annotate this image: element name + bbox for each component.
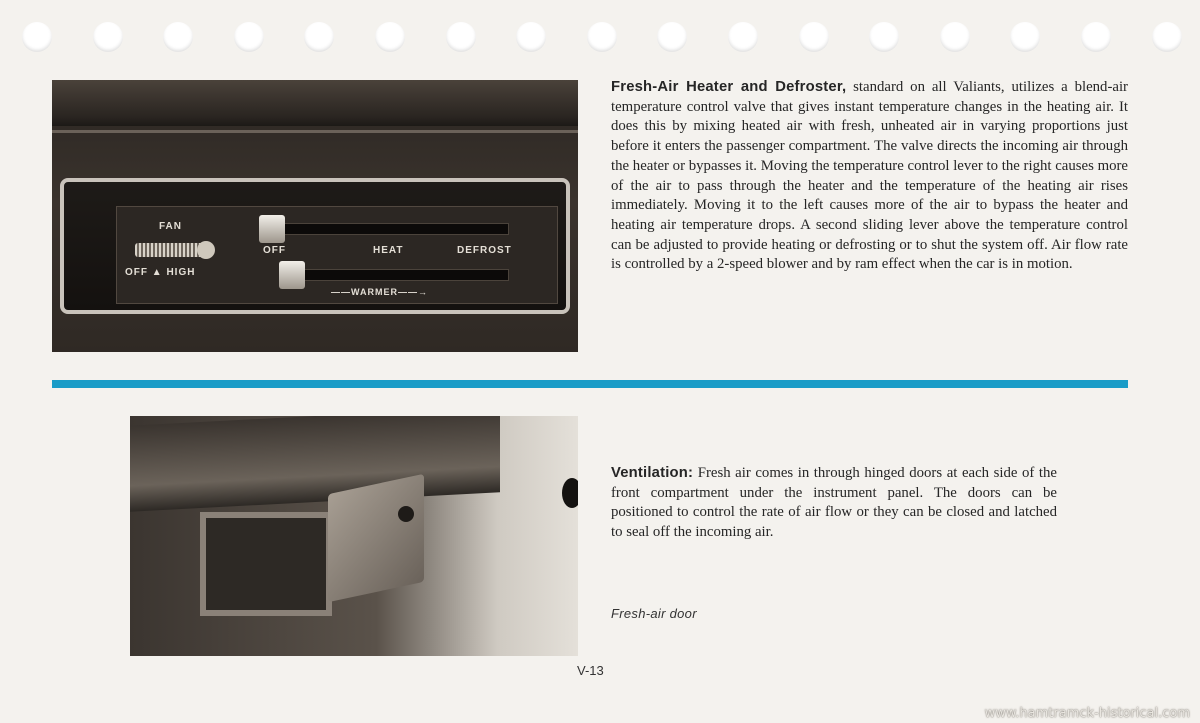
- punch-hole: [799, 22, 829, 52]
- punch-holes: [0, 22, 1200, 56]
- trim-line: [52, 130, 578, 133]
- punch-hole: [516, 22, 546, 52]
- punch-hole: [1152, 22, 1182, 52]
- fan-knob-cap: [197, 241, 215, 259]
- heater-control-photo: [52, 80, 578, 352]
- heater-body: standard on all Valiants, utilizes a blend-air temperature control valve that gives instant temperature changes in the heating air. It does this by mixing heated air with fresh, unheated air in varying proportions just before it enters the passenger compartment. The valve directs the incoming air through the heater or bypasses it. Moving the temperature control lever to the right causes more of the air to pass through the heater and the temperature of the heating air rises immediately. Moving it to the left causes more of the air to bypass the heater and heating air temperature drops. A second sliding lever above the temperature control can be adjusted to provide heating or defrosting or to shut the system off. Air flow rate is controlled by a 2-speed blower and by ram effect when the car is in motion.: [611, 79, 1128, 273]
- air-opening: [200, 512, 332, 616]
- punch-hole: [446, 22, 476, 52]
- punch-hole: [869, 22, 899, 52]
- punch-hole: [163, 22, 193, 52]
- photo-caption: Fresh-air door: [611, 606, 697, 621]
- warmer-label: ——WARMER——→: [331, 287, 428, 297]
- punch-hole: [93, 22, 123, 52]
- off-high-label: OFF ▲ HIGH: [125, 267, 196, 278]
- ventilation-paragraph: [611, 464, 1057, 543]
- defrost-label: DEFROST: [457, 245, 512, 256]
- ventilation-body: Fresh air comes in through hinged doors at each side of the front compartment under the instrument panel. The doors can be positioned to control the rate of air flow or they can be closed and latched to seal off the incoming air.: [611, 465, 1057, 541]
- hinged-door: [328, 474, 424, 602]
- punch-hole: [1081, 22, 1111, 52]
- temp-slot: [287, 269, 509, 281]
- punch-hole: [234, 22, 264, 52]
- page-number: V-13: [577, 663, 604, 678]
- punch-hole: [940, 22, 970, 52]
- control-plate: [116, 206, 558, 304]
- heat-label: HEAT: [373, 245, 404, 256]
- mode-lever: [259, 215, 285, 243]
- punch-hole: [22, 22, 52, 52]
- dash-trim: [52, 80, 578, 126]
- instrument-panel-underside: [130, 416, 500, 512]
- punch-hole: [657, 22, 687, 52]
- punch-hole: [304, 22, 334, 52]
- temp-lever: [279, 261, 305, 289]
- fan-label: FAN: [159, 221, 182, 232]
- punch-hole: [1010, 22, 1040, 52]
- fan-knob: [135, 243, 205, 257]
- heater-paragraph: [611, 78, 1128, 275]
- ventilation-heading: Ventilation:: [611, 465, 694, 481]
- punch-hole: [728, 22, 758, 52]
- punch-hole: [375, 22, 405, 52]
- heater-heading: Fresh-Air Heater and Defroster,: [611, 79, 847, 95]
- off-label: OFF: [263, 245, 286, 256]
- control-bezel: [60, 178, 570, 314]
- mode-slot: [267, 223, 509, 235]
- punch-hole: [587, 22, 617, 52]
- door-latch: [398, 506, 414, 522]
- knob: [562, 478, 578, 508]
- section-divider: [52, 380, 1128, 388]
- watermark: www.hamtramck-historical.com: [984, 706, 1190, 721]
- fresh-air-door-photo: [130, 416, 578, 656]
